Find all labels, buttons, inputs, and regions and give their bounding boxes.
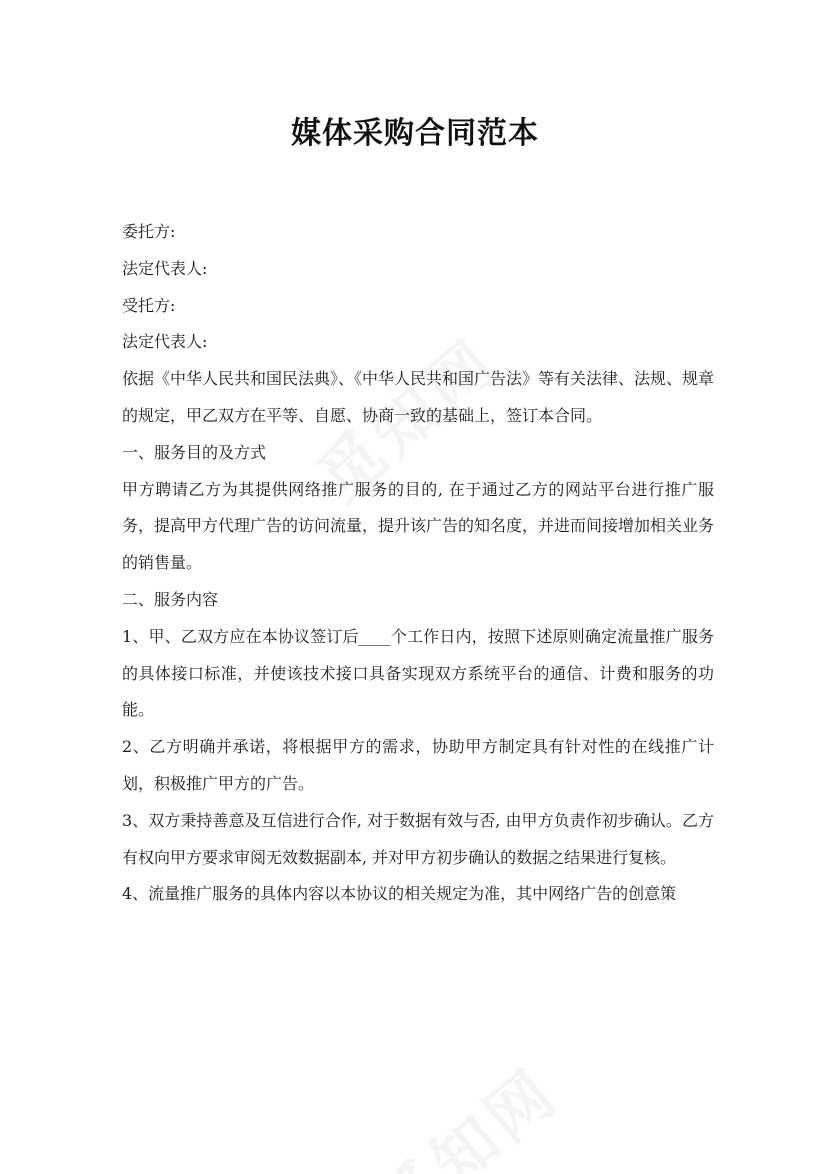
paragraph-contractor-rep: 法定代表人: — [122, 332, 208, 352]
section-heading-content: 二、服务内容 — [122, 589, 219, 609]
clause-1: 1、甲、乙双方应在本协议签订后____个工作日内，按照下述原则确定流量推广服务的具体接口标准，并使该技术接口具备实现双方系统平台的通信、计费和服务的功能。 — [122, 626, 714, 720]
paragraph-purpose: 甲方聘请乙方为其提供网络推广服务的目的, 在于通过乙方的网站平台进行推广服务，提高甲方代理广告的访问流量，提升该广告的知名度，并进而间接增加相关业务的销售量。 — [122, 479, 715, 573]
clause-4: 4、流量推广服务的具体内容以本协议的相关规定为准，其中网络广告的创意策 — [122, 884, 677, 904]
paragraph-client-rep: 法定代表人: — [122, 258, 208, 278]
document-body — [122, 214, 714, 913]
paragraph-basis: 依据《中华人民共和国民法典》、《中华人民共和国广告法》等有关法律、法规、规章的规定，甲乙双方在平等、自愿、协商一致的基础上，签订本合同。 — [122, 369, 715, 425]
watermark — [355, 1043, 575, 1174]
paragraph-contractor: 受托方: — [122, 295, 176, 315]
clause-3: 3、双方秉持善意及互信进行合作, 对于数据有效与否, 由甲方负责作初步确认。乙方有权向甲方要求审阅无效数据副本, 并对甲方初步确认的数据之结果进行复核。 — [122, 810, 714, 867]
section-heading-purpose: 一、服务目的及方式 — [122, 442, 267, 462]
paragraph-client: 委托方: — [122, 222, 176, 241]
clause-2: 2、乙方明确并承诺，将根据甲方的需求，协助甲方制定具有针对性的在线推广计划，积极推广甲方的广告。 — [122, 737, 714, 793]
document-title: 媒体采购合同范本 — [291, 116, 539, 151]
